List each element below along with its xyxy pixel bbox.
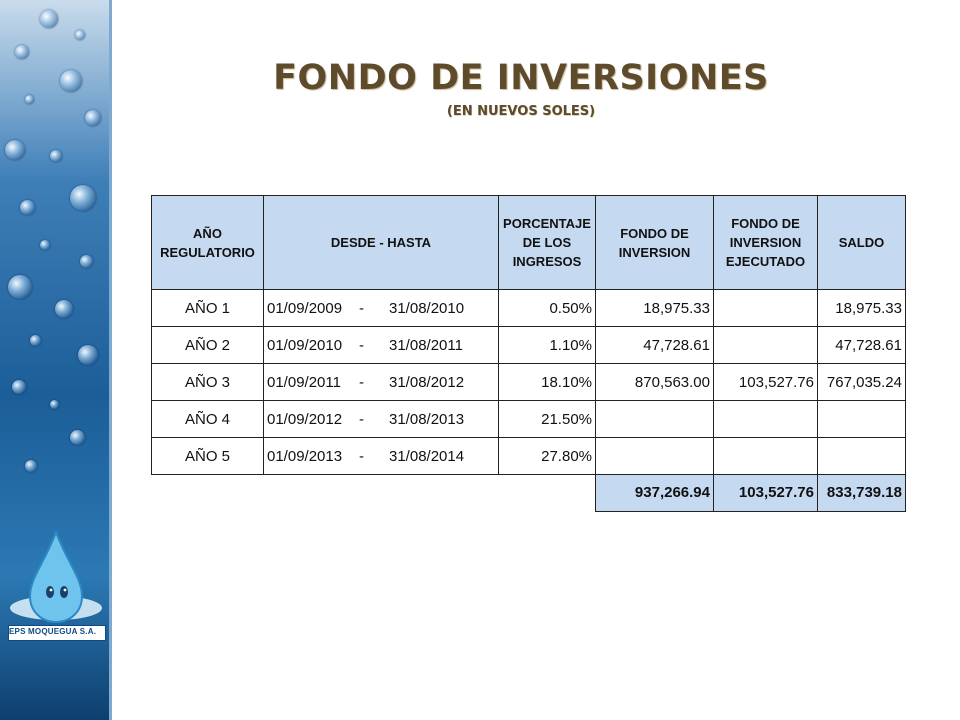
- totals-spacer: [152, 475, 596, 512]
- bubble: [40, 10, 58, 28]
- executed-cell: [714, 438, 818, 475]
- bubble: [25, 460, 37, 472]
- table-row: [152, 364, 906, 401]
- balance-cell: [818, 401, 906, 438]
- from-date: 01/09/2009: [267, 299, 343, 317]
- bubble: [12, 380, 26, 394]
- bubble: [50, 150, 62, 162]
- page-subtitle: (EN NUEVOS SOLES): [446, 104, 596, 119]
- range-separator: -: [359, 447, 364, 465]
- executed-cell: [714, 290, 818, 327]
- percent-cell: 21.50%: [499, 401, 596, 438]
- from-date: 01/09/2010: [267, 336, 343, 354]
- executed-cell: [714, 401, 818, 438]
- total-balance-cell: 833,739.18: [818, 475, 906, 512]
- percent-cell: 18.10%: [499, 364, 596, 401]
- logo-text: EPS MOQUEGUA S.A.: [9, 627, 97, 636]
- table-row: [152, 438, 906, 475]
- range-separator: -: [359, 299, 364, 317]
- bubble: [78, 345, 98, 365]
- year-cell: AÑO 3: [152, 364, 264, 401]
- executed-cell: 103,527.76: [714, 364, 818, 401]
- header-executed: [714, 196, 818, 290]
- bubble: [75, 30, 85, 40]
- to-date: 31/08/2012: [389, 373, 465, 391]
- water-drop-icon: [8, 530, 104, 640]
- header-range: [264, 196, 499, 290]
- year-cell: AÑO 2: [152, 327, 264, 364]
- from-date: 01/09/2012: [267, 410, 343, 428]
- from-date: 01/09/2013: [267, 447, 343, 465]
- total-executed-cell: 103,527.76: [714, 475, 818, 512]
- year-cell: AÑO 1: [152, 290, 264, 327]
- header-year: [152, 196, 264, 290]
- bubble: [80, 255, 93, 268]
- side-panel-edge: [109, 0, 112, 720]
- percent-cell: 0.50%: [499, 290, 596, 327]
- range-cell: [264, 327, 499, 364]
- year-cell: AÑO 4: [152, 401, 264, 438]
- investment-fund-table: [151, 195, 906, 512]
- page-title: FONDO DE INVERSIONES: [273, 58, 769, 98]
- table-row: [152, 290, 906, 327]
- bubble: [55, 300, 73, 318]
- range-cell: [264, 438, 499, 475]
- percent-cell: 27.80%: [499, 438, 596, 475]
- decorative-side-panel: [0, 0, 112, 720]
- to-date: 31/08/2014: [389, 447, 465, 465]
- range-separator: -: [359, 373, 364, 391]
- bubble: [30, 335, 41, 346]
- header-row: [152, 196, 906, 290]
- bubble: [40, 240, 50, 250]
- bubble: [50, 400, 59, 409]
- header-executed-label: FONDO DE INVERSION EJECUTADO: [725, 216, 806, 269]
- table-row: [152, 401, 906, 438]
- totals-row: [152, 475, 906, 512]
- from-date: 01/09/2011: [267, 373, 341, 391]
- header-range-label: DESDE - HASTA: [330, 235, 432, 250]
- fund-cell: [596, 401, 714, 438]
- percent-cell: 1.10%: [499, 327, 596, 364]
- header-year-label: AÑO REGULATORIO: [160, 225, 255, 260]
- header-fund-label: FONDO DE INVERSION: [618, 225, 691, 260]
- executed-cell: [714, 327, 818, 364]
- fund-cell: [596, 438, 714, 475]
- range-cell: [264, 401, 499, 438]
- bubble: [15, 45, 29, 59]
- header-percent-label: PORCENTAJE DE LOS INGRESOS: [503, 216, 591, 269]
- balance-cell: [818, 438, 906, 475]
- header-fund: [596, 196, 714, 290]
- bubble: [70, 185, 96, 211]
- range-cell: [264, 290, 499, 327]
- range-separator: -: [359, 336, 364, 354]
- balance-cell: 18,975.33: [818, 290, 906, 327]
- range-cell: [264, 364, 499, 401]
- bubble: [8, 275, 32, 299]
- bubble: [25, 95, 34, 104]
- total-fund-cell: 937,266.94: [596, 475, 714, 512]
- header-balance: [818, 196, 906, 290]
- to-date: 31/08/2010: [389, 299, 465, 317]
- table-row: [152, 327, 906, 364]
- fund-cell: 47,728.61: [596, 327, 714, 364]
- range-separator: -: [359, 410, 364, 428]
- bubble: [70, 430, 85, 445]
- fund-cell: 870,563.00: [596, 364, 714, 401]
- bubble: [5, 140, 25, 160]
- fund-cell: 18,975.33: [596, 290, 714, 327]
- balance-cell: 767,035.24: [818, 364, 906, 401]
- to-date: 31/08/2013: [389, 410, 465, 428]
- to-date: 31/08/2011: [389, 336, 463, 354]
- bubble: [85, 110, 101, 126]
- bubble: [60, 70, 82, 92]
- header-balance-label: SALDO: [838, 235, 885, 250]
- header-percent: [499, 196, 596, 290]
- bubble: [20, 200, 35, 215]
- balance-cell: 47,728.61: [818, 327, 906, 364]
- year-cell: AÑO 5: [152, 438, 264, 475]
